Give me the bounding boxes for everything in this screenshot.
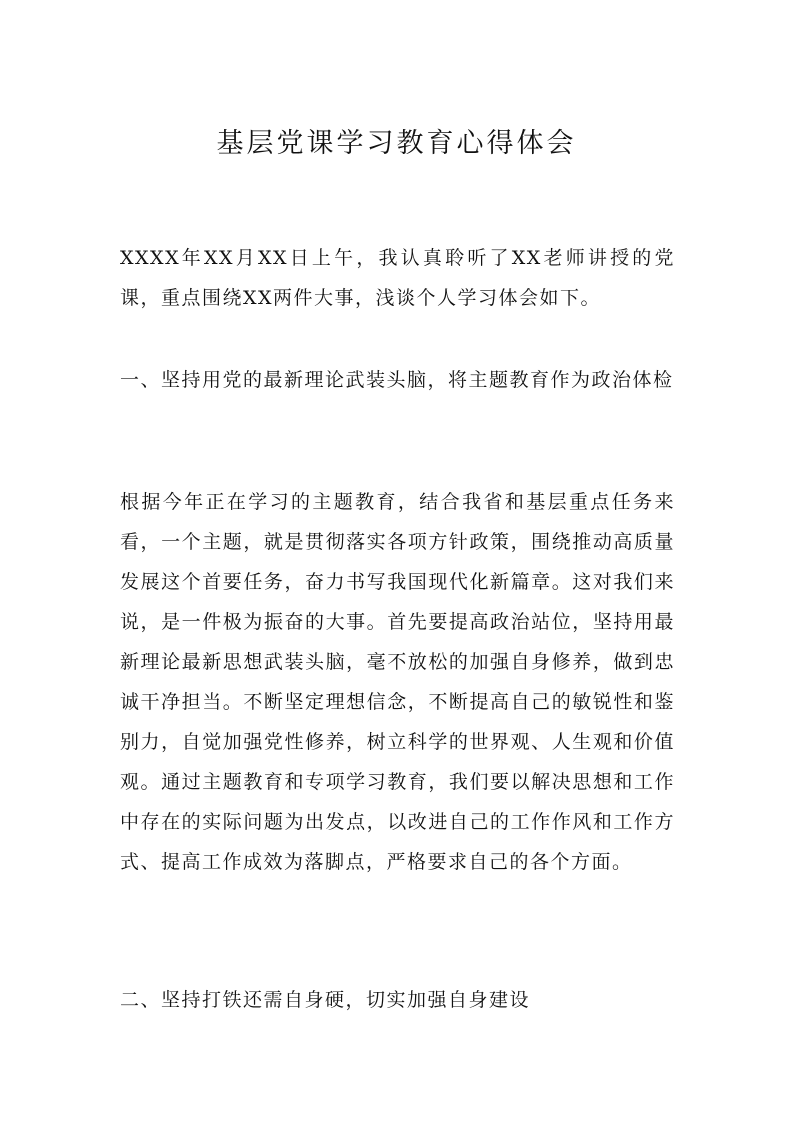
intro-paragraph: XXXX年XX月XX日上午，我认真聆听了XX老师讲授的党课，重点围绕XX两件大事，浅谈个人学习体会如下。 (120, 247, 675, 309)
section-1-paragraph: 根据今年正在学习的主题教育，结合我省和基层重点任务来看，一个主题，就是贯彻落实各项方针政策，围绕推动高质量发展这个首要任务，奋力书写我国现代化新篇章。这对我们来说，是一件极为振奋的大事。首先要提高政治站位，坚持用最新理论最新思想武装头脑，毫不放松的加强自身修养，做到忠诚干净担当。不断坚定理想信念，不断提高自己的敏锐性和鉴别力，自觉加强党性修养，树立科学的世界观、人生观和价值观。通过主题教育和专项学习教育，我们要以解决思想和工作中存在的实际问题为出发点，以改进自己的工作作风和工作方式、提高工作成效为落脚点，严格要求自己的各个方面。 (120, 491, 675, 873)
section-1-heading: 一、坚持用党的最新理论武装头脑，将主题教育作为政治体检 (120, 369, 674, 391)
document-title: 基层党课学习教育心得体会 (216, 128, 577, 159)
section-2-heading: 二、坚持打铁还需自身硬，切实加强自身建设 (120, 989, 531, 1011)
